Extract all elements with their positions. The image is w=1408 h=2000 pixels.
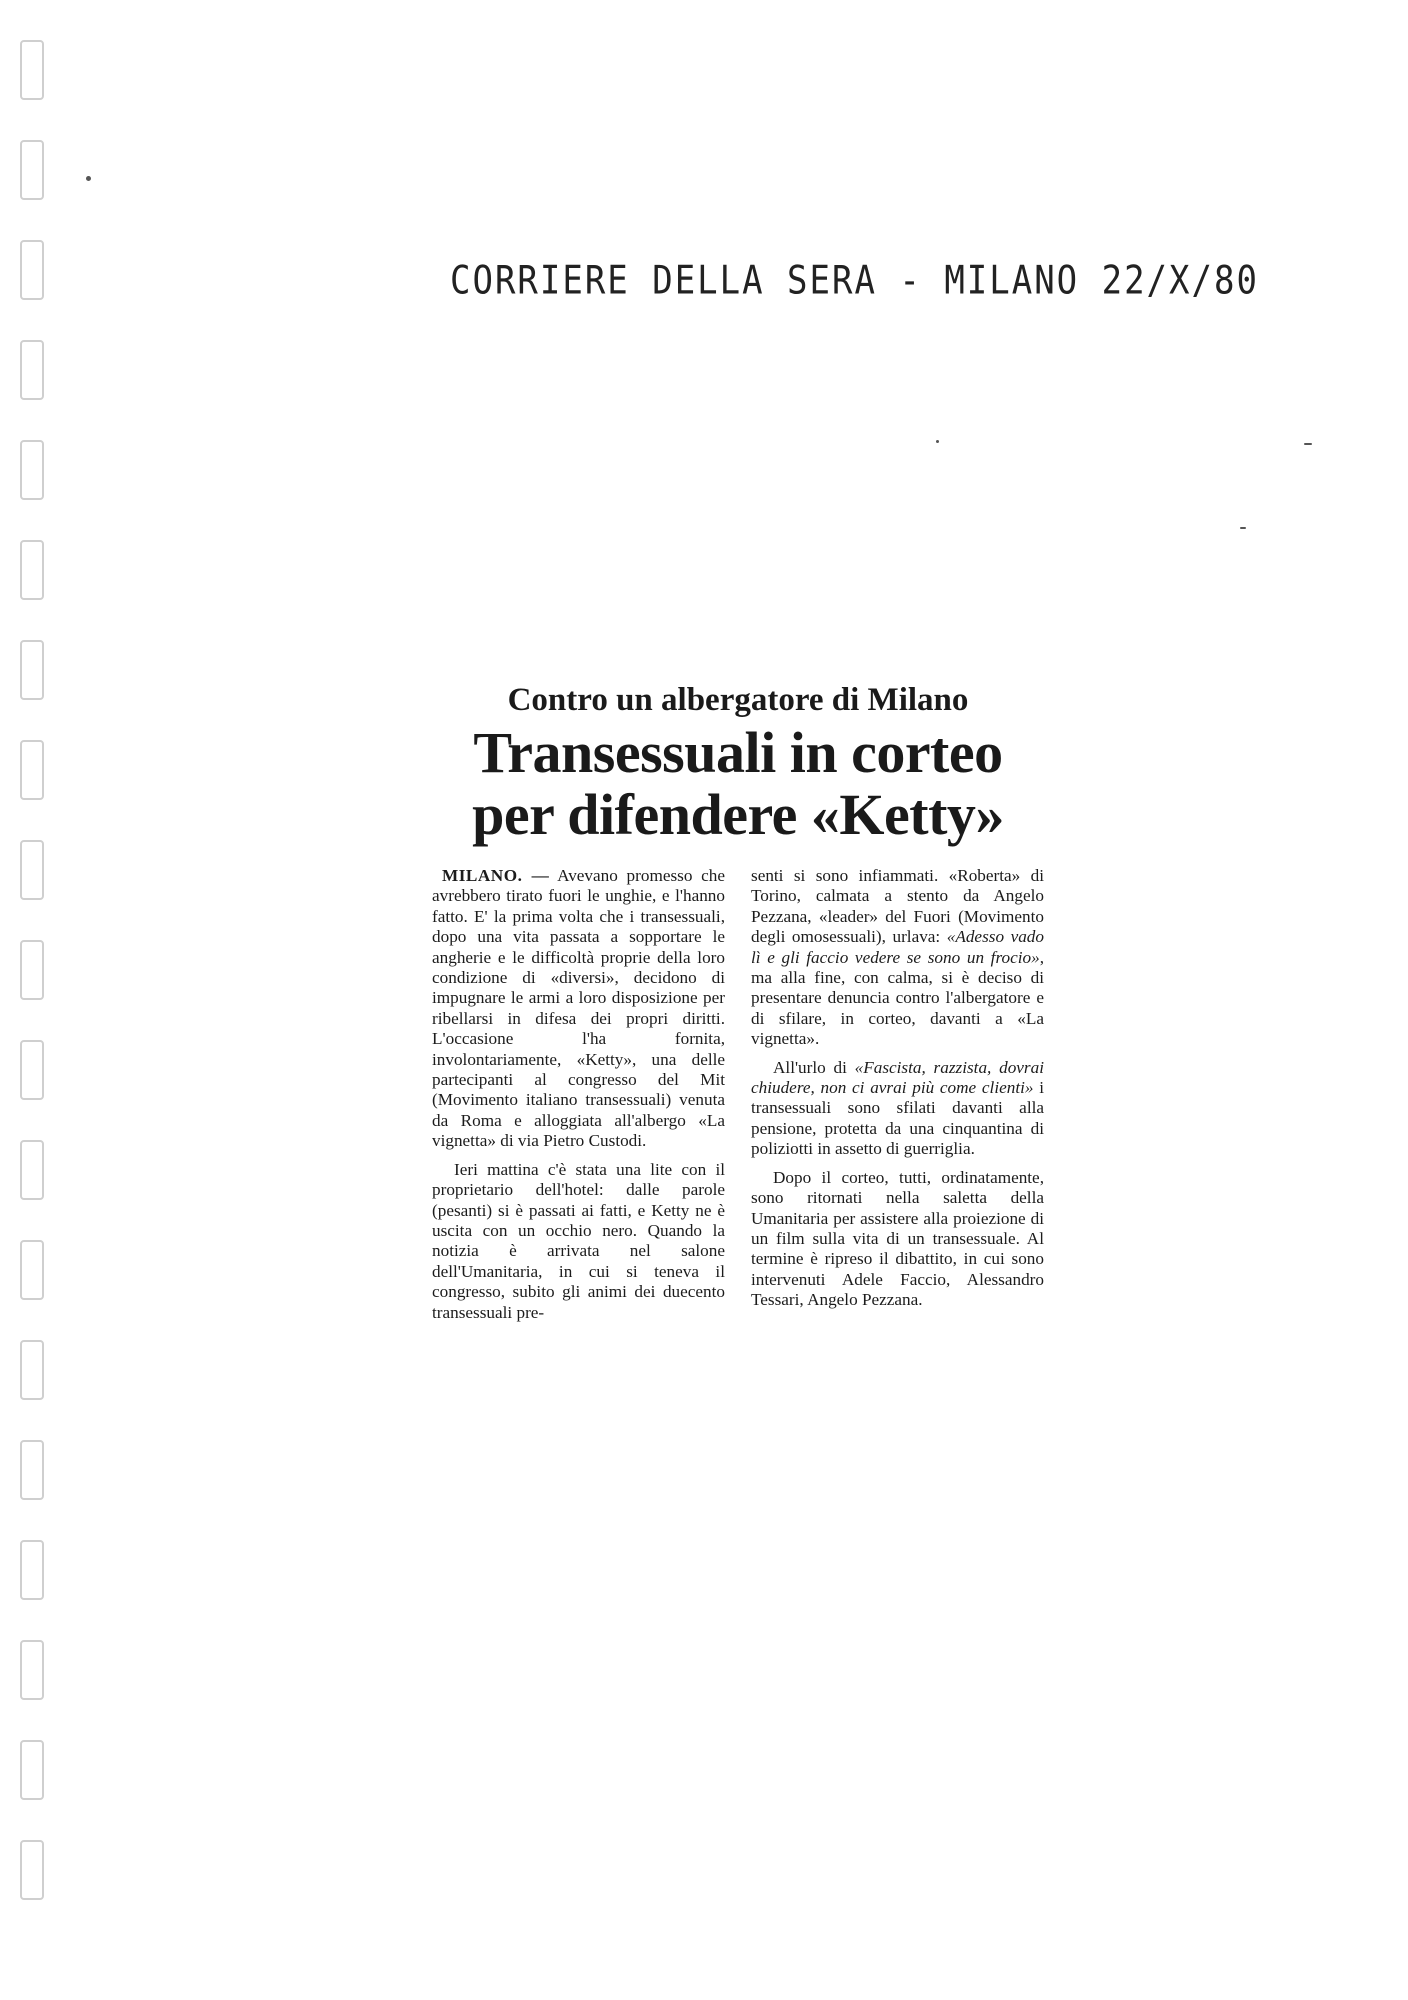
article-headline xyxy=(432,722,1044,846)
article-text: Ieri mattina c'è stata una lite con il proprietario dell'hotel: dalle parole (pesanti) si è passati ai fatti, e Ketty ne è uscita con un occhio nero. Quando la notizia è arrivata nel salone dell'Umanitaria, in cui si teneva il congresso, subito gli animi dei duecento transessuali pre- xyxy=(432,1159,725,1322)
binder-holes xyxy=(14,40,44,1960)
scan-speck xyxy=(1304,443,1312,445)
binder-hole xyxy=(20,40,44,100)
article-dateline: MILANO. — xyxy=(442,866,550,885)
binder-hole xyxy=(20,1540,44,1600)
binder-hole xyxy=(20,1040,44,1100)
binder-hole xyxy=(20,1740,44,1800)
article-text: senti si sono infiammati. «Roberta» di Torino, calmata a stento da Angelo Pezzana, «leader» del Fuori (Movimento degli omosessuali), urlava: xyxy=(751,866,1044,947)
article-paragraph xyxy=(432,1160,725,1323)
article-quote: «Adesso vado lì e gli faccio vedere se sono un frocio» xyxy=(751,927,1044,967)
article-text: All'urlo di xyxy=(773,1057,855,1077)
scan-speck xyxy=(936,440,939,443)
article-text: , ma alla fine, con calma, si è deciso di presentare denuncia contro l'albergatore e di sfilare, in corteo, davanti a «La vignetta». xyxy=(751,947,1044,1049)
binder-hole xyxy=(20,740,44,800)
article-paragraph xyxy=(432,866,725,1152)
binder-hole xyxy=(20,640,44,700)
binder-hole xyxy=(20,340,44,400)
binder-hole xyxy=(20,240,44,300)
newspaper-article xyxy=(432,680,1044,1331)
scan-speck xyxy=(86,176,91,181)
headline-line-2: per difendere «Ketty» xyxy=(472,782,1004,847)
binder-hole xyxy=(20,1340,44,1400)
binder-hole xyxy=(20,1840,44,1900)
binder-hole xyxy=(20,1440,44,1500)
article-paragraph xyxy=(751,1168,1044,1311)
binder-hole xyxy=(20,1640,44,1700)
article-text: i transessuali sono sfilati davanti alla pensione, protetta da una cinquantina di poliziotti in assetto di guerriglia. xyxy=(751,1078,1045,1159)
headline-line-1: Transessuali in corteo xyxy=(473,720,1003,785)
binder-hole xyxy=(20,540,44,600)
binder-hole xyxy=(20,1240,44,1300)
scan-speck xyxy=(1240,527,1246,529)
binder-hole xyxy=(20,1140,44,1200)
article-text: Avevano promesso che avrebbero tirato fuori le unghie, e l'hanno fatto. E' la prima volta che i transessuali, dopo una vita passata a sopportare le angherie e le difficoltà proprie della loro condizione di «diversi», decidono di impugnare le armi a loro disposizione per ribellarsi in difesa dei propri diritti. L'occasione l'ha fornita, involontariamente, «Ketty», una delle partecipanti al congresso del Mit (Movimento italiano transessuali) venuta da Roma e alloggiata all'albergo «La vignetta» di via Pietro Custodi. xyxy=(432,866,725,1151)
article-paragraph xyxy=(751,1058,1044,1160)
article-column-1 xyxy=(432,866,725,1331)
binder-hole xyxy=(20,140,44,200)
article-quote: «Fascista, razzista, dovrai chiudere, non ci avrai più come clienti» xyxy=(751,1057,1044,1098)
article-paragraph xyxy=(751,866,1044,1050)
binder-hole xyxy=(20,840,44,900)
binder-hole xyxy=(20,940,44,1000)
article-column-2 xyxy=(751,866,1044,1331)
article-columns xyxy=(432,866,1044,1331)
article-text: Dopo il corteo, tutti, ordinatamente, sono ritornati nella saletta della Umanitaria per assistere alla proiezione di un film sulla vita di un transessuale. Al termine è ripreso il dibattito, in cui sono intervenuti Adele Faccio, Alessandro Tessari, Angelo Pezzana. xyxy=(751,1167,1044,1310)
handwritten-source-note: CORRIERE DELLA SERA - MILANO 22/X/80 xyxy=(450,258,1259,304)
article-kicker: Contro un albergatore di Milano xyxy=(507,682,969,718)
binder-hole xyxy=(20,440,44,500)
